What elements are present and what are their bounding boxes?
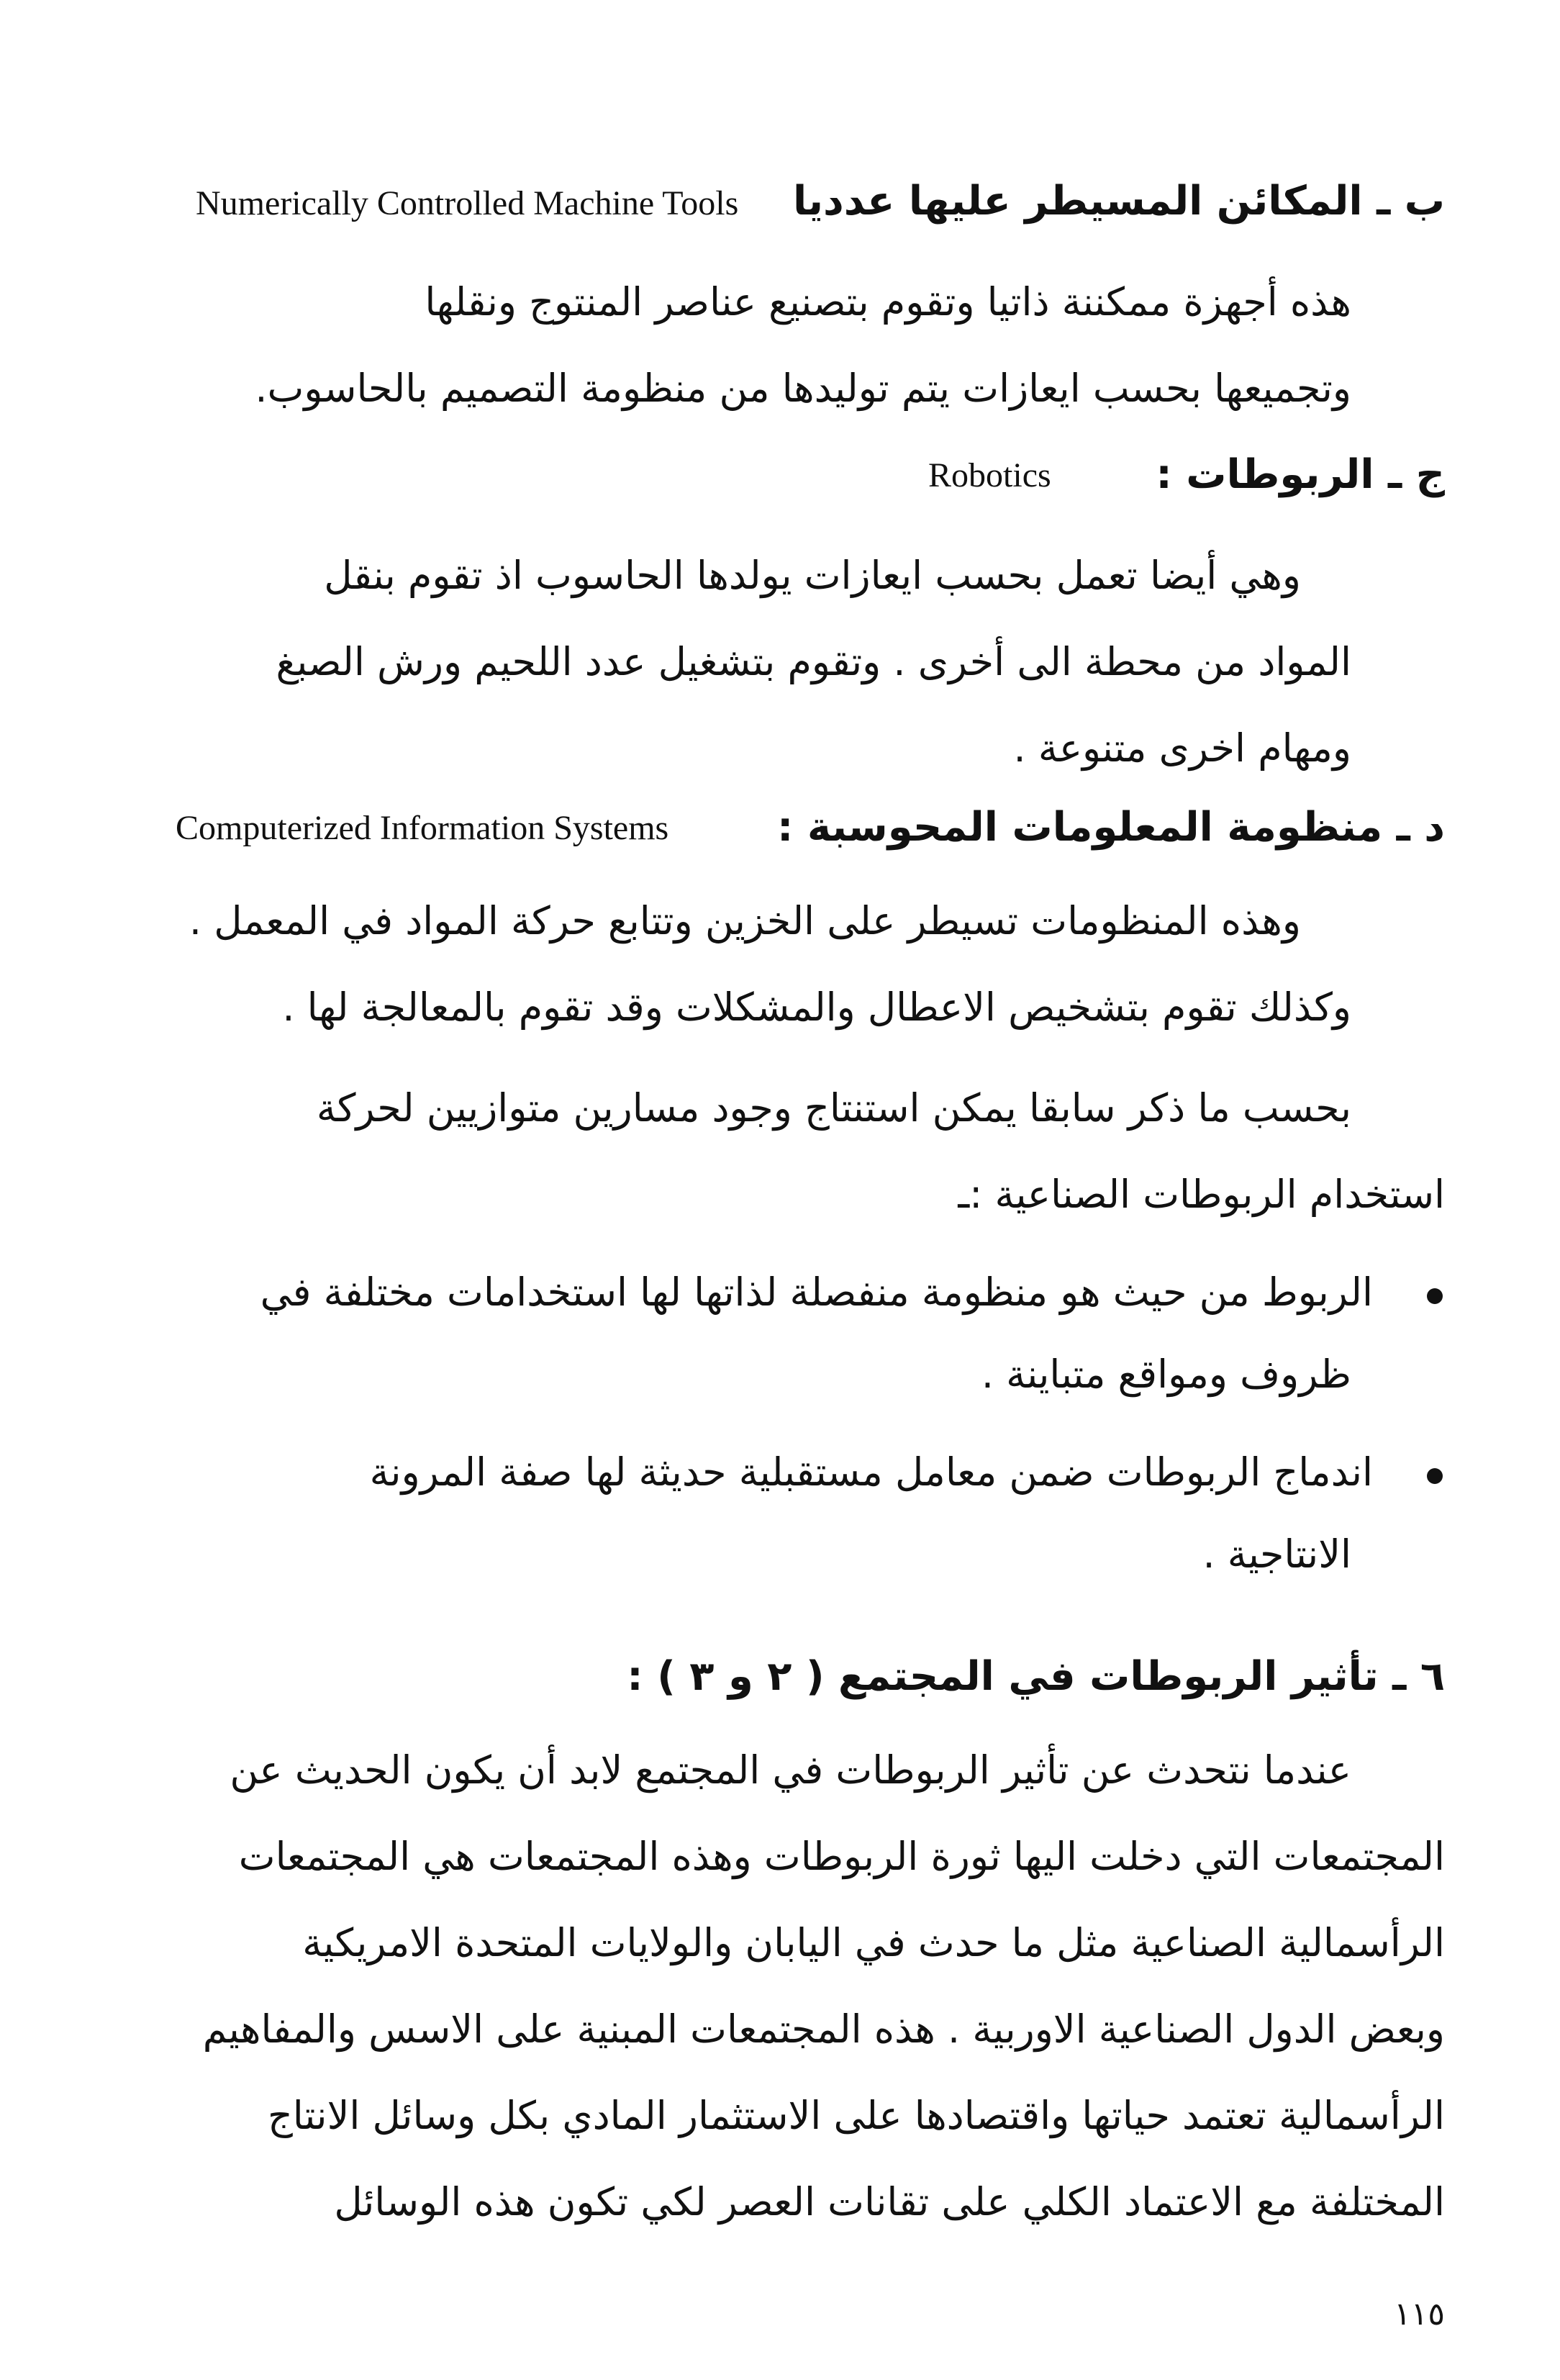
bullet-1-line-2: ظروف ومواقع متباينة . (981, 1352, 1351, 1397)
section-6-line-5: الرأسمالية تعتمد حياتها واقتصادها على الاستثمار المادي بكل وسائل الانتاج (267, 2093, 1445, 2138)
bullet-point-2 (1427, 1468, 1443, 1484)
section-d-heading: د ـ منظومة المعلومات المحوسبة : (776, 804, 1445, 851)
section-6-line-2: المجتمعات التي دخلت اليها ثورة الربوطات وهذه المجتمعات هي المجتمعات (238, 1834, 1445, 1879)
section-6-line-1: عندما نتحدث عن تأثير الربوطات في المجتمع لابد أن يكون الحديث عن (230, 1747, 1351, 1793)
section-c-english-term: Robotics (928, 456, 1051, 494)
bullet-1-line-1: الربوط من حيث هو منظومة منفصلة لذاتها لها استخدامات مختلفة في (260, 1270, 1373, 1315)
section-c-heading: ج ـ الربوطات : (1156, 451, 1445, 498)
section-d-line-1: وهذه المنظومات تسيطر على الخزين وتتابع حركة المواد في المعمل . (189, 898, 1301, 944)
section-b-english-term: Numerically Controlled Machine Tools (196, 184, 739, 222)
page-number: ١١٥ (1394, 2296, 1445, 2333)
section-c-line-2: المواد من محطة الى أخرى . وتقوم بتشغيل عدد اللحيم ورش الصبغ (276, 639, 1351, 684)
section-6-line-3: الرأسمالية الصناعية مثل ما حدث في اليابان والولايات المتحدة الامريكية (302, 1920, 1445, 1965)
section-d-english-term: Computerized Information Systems (176, 809, 669, 847)
summary-line-1: بحسب ما ذكر سابقا يمكن استنتاج وجود مسارين متوازيين لحركة (316, 1085, 1351, 1131)
section-b-line-2: وتجميعها بحسب ايعازات يتم توليدها من منظومة التصميم بالحاسوب. (255, 366, 1351, 411)
section-c-line-3: ومهام اخرى متنوعة . (1013, 725, 1351, 771)
bullet-2-line-2: الانتاجية . (1202, 1531, 1351, 1577)
section-6-heading: ٦ ـ تأثير الربوطات في المجتمع ( ٢ و ٣ ) : (627, 1653, 1445, 1700)
section-b-heading: ب ـ المكائن المسيطر عليها عدديا (792, 178, 1445, 225)
summary-line-2: استخدام الربوطات الصناعية :ـ (958, 1172, 1445, 1217)
section-6-line-4: وبعض الدول الصناعية الاوربية . هذه المجتمعات المبنية على الاسس والمفاهيم (202, 2006, 1445, 2052)
bullet-2-line-1: اندماج الربوطات ضمن معامل مستقبلية حديثة لها صفة المرونة (369, 1449, 1373, 1495)
bullet-point-1 (1427, 1288, 1443, 1304)
section-6-line-6: المختلفة مع الاعتماد الكلي على تقانات العصر لكي تكون هذه الوسائل (334, 2179, 1445, 2225)
section-b-line-1: هذه أجهزة ممكننة ذاتيا وتقوم بتصنيع عناصر المنتوج ونقلها (425, 279, 1351, 325)
section-d-line-2: وكذلك تقوم بتشخيص الاعطال والمشكلات وقد تقوم بالمعالجة لها . (282, 985, 1351, 1030)
section-c-line-1: وهي أيضا تعمل بحسب ايعازات يولدها الحاسوب اذ تقوم بنقل (324, 553, 1301, 598)
